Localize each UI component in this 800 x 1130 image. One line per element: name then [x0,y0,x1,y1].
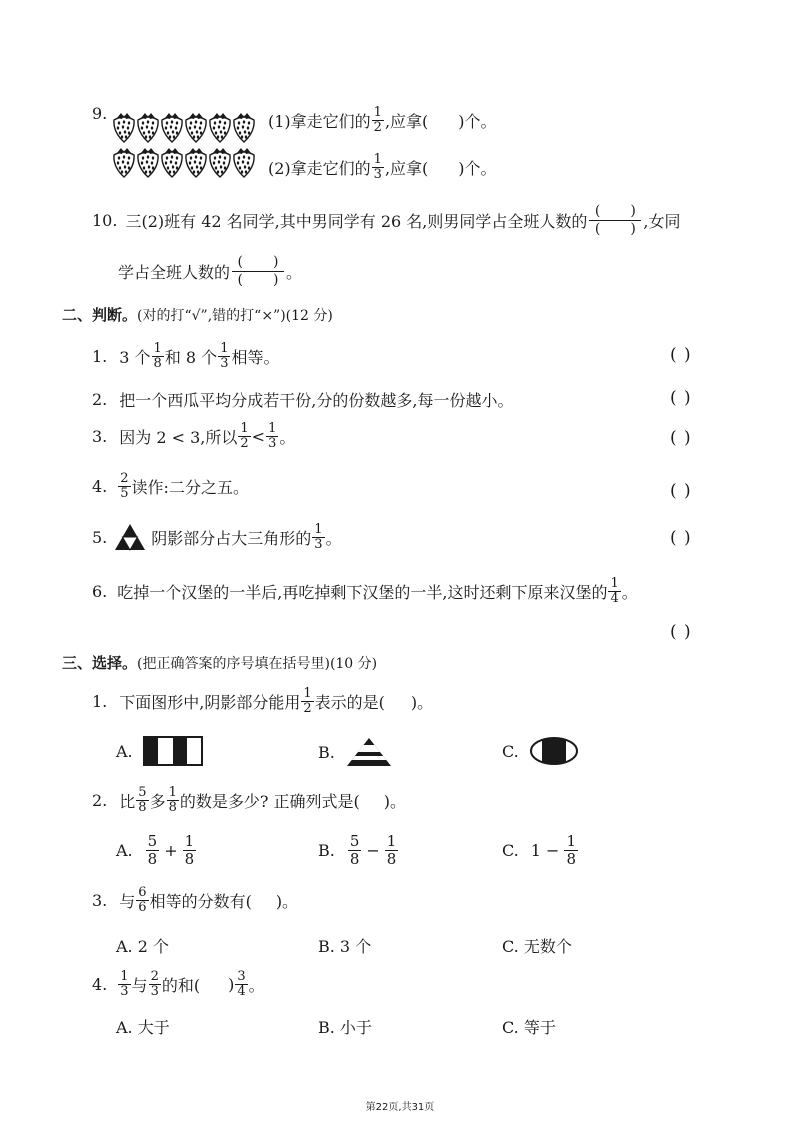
shaded-ellipse-icon [529,736,579,766]
choice-q2-option-b[interactable]: B. $\frac{5}{8}$ − $\frac{1}{8}$ [318,832,397,868]
strawberry-icon [138,148,158,177]
choice-q2-option-c[interactable]: C. 1 − $\frac{1}{8}$ [502,832,576,868]
section2-heading: 二、判断。(对的打“√”,错的打“×”)(12 分) [62,306,333,324]
answer-blank-end[interactable]: )个。 [458,112,497,131]
choice-q1-option-c[interactable]: C. [502,736,579,766]
choice-q4-option-a[interactable]: A. 大于 [116,1018,170,1037]
strawberry-row-2 [112,145,258,179]
strawberry-row-1 [112,110,258,144]
choice-q1-option-a[interactable]: A. [116,736,203,766]
fraction: $\frac{1}{2}$ [373,105,382,135]
choice-q4-option-b[interactable]: B. 小于 [318,1018,372,1037]
strawberry-icon [162,113,182,142]
strawberry-icon [162,148,182,177]
judge-answer-3[interactable]: ( ) [670,428,692,448]
judge-answer-4[interactable]: ( ) [670,481,692,501]
q9-sub1: (1)拿走它们的 $\frac{1}{2}$ ,应拿( )个。 [268,105,497,135]
strawberry-icon [210,113,230,142]
fraction: $\frac{1}{3}$ [373,152,382,182]
strawberry-icon [234,113,254,142]
judge-answer-6[interactable]: ( ) [670,622,692,642]
choice-q3-option-b[interactable]: B. 3 个 [318,937,372,956]
choice-q4: 4. $\frac{1}{3}$ 与 $\frac{2}{3}$ 的和( ) $\frac{3}{4}$ 。 [92,969,265,999]
shaded-triangle-icon [113,522,147,552]
judge-answer-2[interactable]: ( ) [670,388,692,408]
judge-item-3: 3. 因为 2 < 3,所以 $\frac{1}{2}$ < $\frac{1}{3}$ 。 [92,421,296,451]
choice-q3-option-a[interactable]: A. 2 个 [116,937,169,956]
strawberry-icon [114,148,134,177]
strawberry-icon [138,113,158,142]
judge-answer-5[interactable]: ( ) [670,528,692,548]
strawberry-icon [234,148,254,177]
strawberry-icon [186,148,206,177]
striped-rectangle-icon [143,736,203,766]
choice-q1-option-b[interactable]: B. [318,736,393,768]
q10-line2: 学占全班人数的 ( ) ( ) 。 [118,254,303,288]
judge-item-4: 4. $\frac{2}{5}$ 读作:二分之五。 [92,471,249,501]
choice-q4-option-c[interactable]: C. 等于 [502,1018,556,1037]
choice-q2-option-a[interactable]: A. $\frac{5}{8}$ + $\frac{1}{8}$ [116,832,195,868]
judge-item-6: 6. 吃掉一个汉堡的一半后,再吃掉剩下汉堡的一半,这时还剩下原来汉堡的 $\frac{1}{4}$ 。 [92,576,638,606]
strawberry-icon [114,113,134,142]
strawberry-icon [186,113,206,142]
answer-blank-end[interactable]: )个。 [458,159,497,178]
choice-q2: 2. 比 $\frac{5}{8}$ 多 $\frac{1}{8}$ 的数是多少? 正确列式是( )。 [92,785,407,815]
judge-item-5: 5. 阴影部分占大三角形的 $\frac{1}{3}$ 。 [92,521,342,552]
q9-number: 9. [92,104,108,123]
q9-sub2: (2)拿走它们的 $\frac{1}{3}$ ,应拿( )个。 [268,152,497,182]
answer-fraction-blank[interactable]: ( ) ( ) [232,254,284,289]
choice-q3-option-c[interactable]: C. 无数个 [502,937,572,956]
page-number-footer: 第22页,共31页 [365,1102,435,1113]
answer-fraction-blank[interactable]: ( ) ( ) [589,203,641,238]
strawberry-icon [210,148,230,177]
q10-line1: 10. 三(2)班有 42 名同学,其中男同学有 26 名,则男同学占全班人数的 ( ) ( ) ,女同 [92,203,681,237]
striped-triangle-icon [345,736,393,768]
judge-item-2: 2. 把一个西瓜平均分成若干份,分的份数越多,每一份越小。 [92,390,514,410]
choice-q1: 1. 下面图形中,阴影部分能用 $\frac{1}{2}$ 表示的是( )。 [92,686,434,716]
section3-heading: 三、选择。(把正确答案的序号填在括号里)(10 分) [62,654,378,672]
judge-answer-1[interactable]: ( ) [670,345,692,365]
judge-item-1: 1. 3 个 $\frac{1}{8}$ 和 8 个 $\frac{1}{3}$ 相等。 [92,341,280,371]
choice-q3: 3. 与 $\frac{6}{6}$ 相等的分数有( )。 [92,885,299,915]
